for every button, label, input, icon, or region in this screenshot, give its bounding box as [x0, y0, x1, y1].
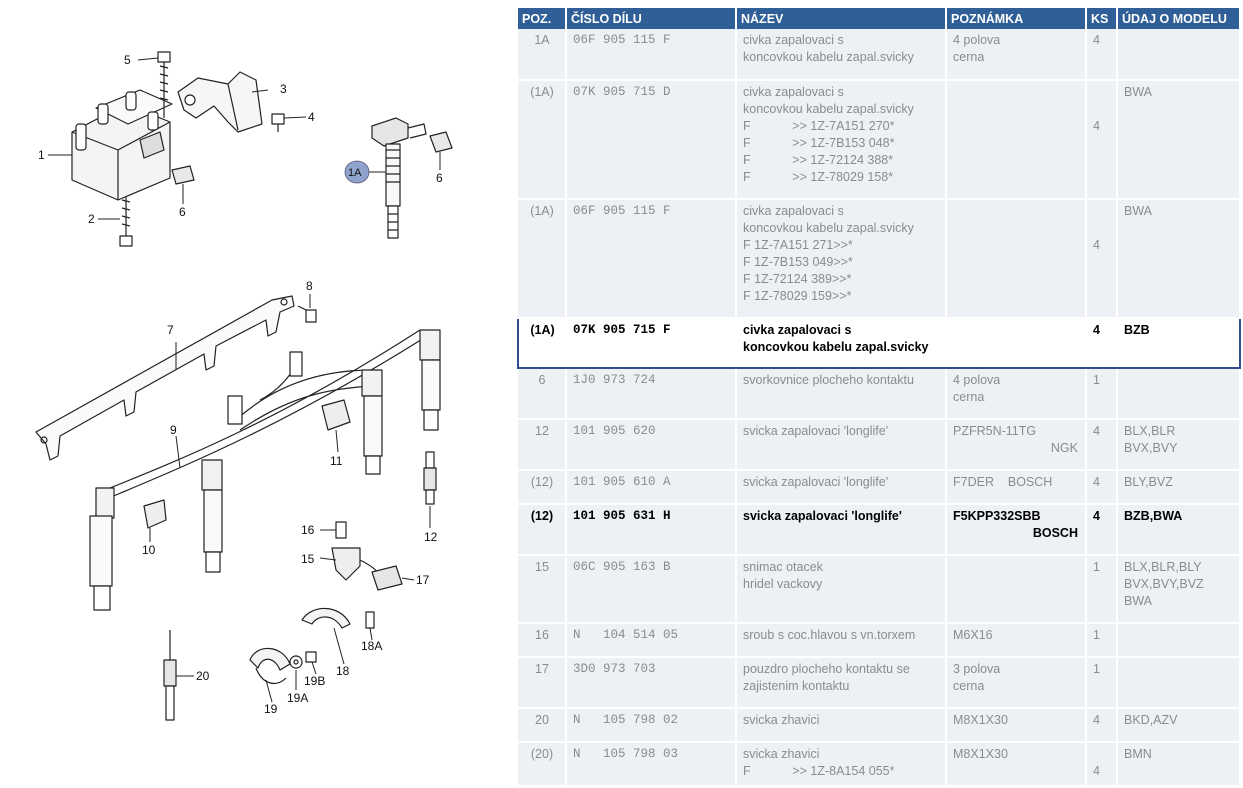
- cell-cislo-dilu: [566, 199, 736, 318]
- header-ks[interactable]: KS: [1086, 8, 1117, 29]
- part-number: 1J0 973 724: [573, 373, 656, 387]
- position-number: (1A): [530, 323, 555, 337]
- callout-11: 11: [330, 454, 343, 468]
- cell-cislo-dilu: [566, 470, 736, 504]
- part-number: 06C 905 163 B: [573, 560, 671, 574]
- cell-ks: [1086, 657, 1117, 708]
- table-row[interactable]: [518, 555, 1240, 623]
- cell-cislo-dilu: [566, 80, 736, 199]
- clamp-18: [302, 608, 374, 628]
- position-number: (12): [530, 475, 554, 489]
- note-line: 4 polova: [953, 373, 1001, 387]
- quantity: 4: [1093, 33, 1100, 47]
- quantity: 4: [1093, 764, 1100, 778]
- cell-udaj-o-modelu: [1117, 199, 1240, 318]
- callout-18: 18: [336, 664, 350, 678]
- part-name-line: svicka zhavici: [743, 747, 820, 761]
- cell-poznamka: [946, 368, 1086, 419]
- callout-3: 3: [280, 82, 287, 96]
- header-poznamka[interactable]: POZNÁMKA: [946, 8, 1086, 29]
- part-number: 06F 905 115 F: [573, 33, 671, 47]
- cell-ks: [1086, 29, 1117, 80]
- part-name-line: F 1Z-7A151 271>>*: [743, 238, 853, 252]
- position-number: (1A): [530, 204, 554, 218]
- note-line: F5KPP332SBB: [953, 509, 1041, 523]
- cell-ks: [1086, 742, 1117, 786]
- cell-cislo-dilu: [566, 29, 736, 80]
- part-name-line: svicka zapalovaci 'longlife': [743, 475, 889, 489]
- exploded-view-drawing: [0, 0, 515, 788]
- table-row[interactable]: [518, 623, 1240, 657]
- cell-cislo-dilu: [566, 708, 736, 742]
- position-number: 15: [535, 560, 549, 574]
- cell-poznamka: [946, 623, 1086, 657]
- cell-ks: [1086, 470, 1117, 504]
- position-number: (20): [530, 747, 554, 761]
- cell-poznamka: [946, 199, 1086, 318]
- note-line: F7DER BOSCH: [953, 475, 1053, 489]
- cell-udaj-o-modelu: [1117, 555, 1240, 623]
- callout-6-right: 6: [436, 171, 443, 185]
- position-number: (1A): [530, 85, 554, 99]
- callout-16: 16: [301, 523, 315, 537]
- position-number: (12): [530, 509, 554, 523]
- cell-cislo-dilu: [566, 555, 736, 623]
- part-number: 07K 905 715 F: [573, 323, 671, 337]
- cell-nazev: [736, 504, 946, 555]
- holder-10: [144, 500, 166, 528]
- cell-cislo-dilu: [566, 504, 736, 555]
- cell-poznamka: [946, 80, 1086, 199]
- model-code-line: BZB,BWA: [1124, 509, 1183, 523]
- callout-4: 4: [308, 110, 315, 124]
- header-poz[interactable]: POZ.: [518, 8, 566, 29]
- model-code-line: BLY,BVZ: [1124, 475, 1173, 489]
- part-name-line: svicka zhavici: [743, 713, 820, 727]
- part-name-line: pouzdro plocheho kontaktu se: [743, 662, 910, 676]
- part-number: 06F 905 115 F: [573, 204, 671, 218]
- callout-5: 5: [124, 53, 131, 67]
- bracket-3: [178, 72, 262, 132]
- callout-15: 15: [301, 552, 315, 566]
- part-name-line: snimac otacek: [743, 560, 823, 574]
- model-code-line: BWA: [1124, 594, 1153, 608]
- note-brand: BOSCH: [1032, 526, 1078, 540]
- quantity: 4: [1093, 238, 1100, 252]
- cell-poznamka: [946, 504, 1086, 555]
- cell-nazev: [736, 199, 946, 318]
- part-name-line: koncovkou kabelu zapal.svicky: [743, 102, 914, 116]
- callout-12: 12: [424, 530, 438, 544]
- callout-20: 20: [196, 669, 210, 683]
- table-row[interactable]: [518, 419, 1240, 470]
- quantity: 4: [1093, 509, 1100, 523]
- part-name-line: F >> 1Z-7A151 270*: [743, 119, 895, 133]
- connector-6-left: [172, 166, 194, 184]
- cell-udaj-o-modelu: [1117, 470, 1240, 504]
- cell-udaj-o-modelu: [1117, 742, 1240, 786]
- callout-1A: 1A: [348, 167, 362, 179]
- cell-nazev: [736, 368, 946, 419]
- cell-cislo-dilu: [566, 742, 736, 786]
- quantity: 4: [1093, 713, 1100, 727]
- note-line: cerna: [953, 679, 985, 693]
- callout-2: 2: [88, 212, 95, 226]
- parts-diagram: [0, 0, 515, 788]
- pencil-coil-1A: [372, 118, 426, 238]
- model-code-line: BMN: [1124, 747, 1152, 761]
- header-udaj-o-modelu[interactable]: ÚDAJ O MODELU: [1117, 8, 1240, 29]
- cell-poz: [518, 708, 566, 742]
- part-name-line: civka zapalovaci s: [743, 85, 844, 99]
- note-line: 3 polova: [953, 662, 1001, 676]
- part-name-line: F >> 1Z-8A154 055*: [743, 764, 895, 778]
- cell-nazev: [736, 742, 946, 786]
- cell-nazev: [736, 623, 946, 657]
- cell-nazev: [736, 29, 946, 80]
- callout-6-left: 6: [179, 205, 186, 219]
- cell-udaj-o-modelu: [1117, 504, 1240, 555]
- callout-8: 8: [306, 279, 313, 293]
- quantity: 1: [1093, 560, 1100, 574]
- cell-poz: [518, 470, 566, 504]
- quantity: 4: [1093, 475, 1100, 489]
- parts-table: [517, 8, 1241, 787]
- callout-1: 1: [38, 148, 45, 162]
- cell-nazev: [736, 708, 946, 742]
- cell-nazev: [736, 80, 946, 199]
- part-name-line: sroub s coc.hlavou s vn.torxem: [743, 628, 916, 642]
- cell-nazev: [736, 318, 946, 368]
- quantity: 4: [1093, 119, 1100, 133]
- part-number: N 105 798 03: [573, 747, 679, 761]
- cell-nazev: [736, 555, 946, 623]
- table-row[interactable]: [518, 504, 1240, 555]
- part-name-line: F 1Z-7B153 049>>*: [743, 255, 853, 269]
- table-body: [518, 29, 1240, 786]
- gasket-7: [36, 296, 294, 460]
- note-brand: NGK: [1050, 441, 1078, 455]
- position-number: 17: [535, 662, 549, 676]
- cell-ks: [1086, 555, 1117, 623]
- part-name-line: svorkovnice plocheho kontaktu: [743, 373, 914, 387]
- table-row[interactable]: [518, 657, 1240, 708]
- cell-nazev: [736, 470, 946, 504]
- cell-cislo-dilu: [566, 368, 736, 419]
- table-row[interactable]: [518, 470, 1240, 504]
- cell-ks: [1086, 504, 1117, 555]
- cell-nazev: [736, 657, 946, 708]
- quantity: 1: [1093, 662, 1100, 676]
- table-row-selected[interactable]: [518, 318, 1240, 368]
- cell-poznamka: [946, 318, 1086, 368]
- note-line: M8X1X30: [953, 713, 1008, 727]
- holder-11: [322, 400, 350, 430]
- cell-cislo-dilu: [566, 657, 736, 708]
- table-row[interactable]: [518, 742, 1240, 786]
- connector-6-right: [430, 132, 452, 152]
- part-number: 101 905 631 H: [573, 509, 671, 523]
- cell-poznamka: [946, 470, 1086, 504]
- cell-ks: [1086, 80, 1117, 199]
- callout-19B: 19B: [304, 674, 326, 688]
- cell-udaj-o-modelu: [1117, 368, 1240, 419]
- cell-udaj-o-modelu: [1117, 623, 1240, 657]
- callout-19: 19: [264, 702, 278, 716]
- cell-ks: [1086, 318, 1117, 368]
- note-line: cerna: [953, 390, 985, 404]
- cell-nazev: [736, 419, 946, 470]
- cell-cislo-dilu: [566, 623, 736, 657]
- part-name-line: svicka zapalovaci 'longlife': [743, 509, 902, 523]
- cell-udaj-o-modelu: [1117, 708, 1240, 742]
- cell-poznamka: [946, 742, 1086, 786]
- cell-poz: [518, 29, 566, 80]
- cell-poznamka: [946, 708, 1086, 742]
- quantity: 1: [1093, 373, 1100, 387]
- quantity: 1: [1093, 628, 1100, 642]
- cell-poz: [518, 742, 566, 786]
- quantity: 4: [1093, 424, 1100, 438]
- model-code-line: BWA: [1124, 85, 1153, 99]
- table-header-row: [518, 8, 1240, 29]
- cell-poz: [518, 419, 566, 470]
- note-line: PZFR5N-11TG: [953, 424, 1037, 438]
- model-code-line: BKD,AZV: [1124, 713, 1178, 727]
- cell-poz: [518, 368, 566, 419]
- cell-poznamka: [946, 555, 1086, 623]
- cell-ks: [1086, 199, 1117, 318]
- bolt-2: [120, 196, 132, 246]
- glow-plug-20: [164, 630, 176, 720]
- table-row[interactable]: [518, 80, 1240, 199]
- cell-ks: [1086, 368, 1117, 419]
- note-line: M8X1X30: [953, 747, 1008, 761]
- cell-udaj-o-modelu: [1117, 318, 1240, 368]
- table-row[interactable]: [518, 199, 1240, 318]
- quantity: 4: [1093, 323, 1100, 337]
- part-name-line: koncovkou kabelu zapal.svicky: [743, 340, 929, 354]
- cell-poz: [518, 80, 566, 199]
- part-name-line: hridel vackovy: [743, 577, 823, 591]
- cell-udaj-o-modelu: [1117, 657, 1240, 708]
- cell-ks: [1086, 419, 1117, 470]
- cell-poz: [518, 504, 566, 555]
- part-name-line: svicka zapalovaci 'longlife': [743, 424, 889, 438]
- cam-sensor-15: [332, 522, 402, 590]
- position-number: 20: [535, 713, 549, 727]
- callout-9: 9: [170, 423, 177, 437]
- cell-udaj-o-modelu: [1117, 80, 1240, 199]
- part-number: N 105 798 02: [573, 713, 679, 727]
- part-name-line: koncovkou kabelu zapal.svicky: [743, 50, 914, 64]
- part-number: 101 905 610 A: [573, 475, 671, 489]
- part-name-line: F >> 1Z-7B153 048*: [743, 136, 895, 150]
- part-number: 3D0 973 703: [573, 662, 656, 676]
- callout-17: 17: [416, 573, 430, 587]
- cell-ks: [1086, 623, 1117, 657]
- cell-poz: [518, 555, 566, 623]
- note-line: 4 polova: [953, 33, 1001, 47]
- table-row[interactable]: [518, 368, 1240, 419]
- model-code-line: BZB: [1124, 323, 1150, 337]
- cell-poz: [518, 623, 566, 657]
- cell-poz: [518, 199, 566, 318]
- cell-udaj-o-modelu: [1117, 419, 1240, 470]
- part-name-line: F 1Z-72124 389>>*: [743, 272, 852, 286]
- part-name-line: koncovkou kabelu zapal.svicky: [743, 221, 914, 235]
- position-number: 1A: [534, 33, 550, 47]
- part-number: N 104 514 05: [573, 628, 679, 642]
- header-nazev[interactable]: NÁZEV: [736, 8, 946, 29]
- part-name-line: F >> 1Z-72124 388*: [743, 153, 894, 167]
- model-code-line: BLX,BLR: [1124, 424, 1176, 438]
- position-number: 16: [535, 628, 549, 642]
- header-cislo-dilu[interactable]: ČÍSLO DÍLU: [566, 8, 736, 29]
- ignition-coil-block: [72, 90, 172, 200]
- position-number: 6: [538, 373, 546, 387]
- position-number: 12: [535, 424, 549, 438]
- note-line: M6X16: [953, 628, 993, 642]
- part-name-line: zajistenim kontaktu: [743, 679, 850, 693]
- model-code-line: BLX,BLR,BLY: [1124, 560, 1202, 574]
- callout-19A: 19A: [287, 691, 309, 705]
- callout-7: 7: [167, 323, 174, 337]
- table-row[interactable]: [518, 29, 1240, 80]
- cell-poznamka: [946, 419, 1086, 470]
- screw-8: [298, 306, 316, 322]
- part-name-line: civka zapalovaci s: [743, 204, 844, 218]
- cell-poznamka: [946, 657, 1086, 708]
- spark-plug-12: [424, 452, 436, 504]
- part-number: 07K 905 715 D: [573, 85, 671, 99]
- bolt-4: [272, 114, 284, 132]
- part-name-line: F >> 1Z-78029 158*: [743, 170, 894, 184]
- cell-udaj-o-modelu: [1117, 29, 1240, 80]
- cell-cislo-dilu: [566, 419, 736, 470]
- table-row[interactable]: [518, 708, 1240, 742]
- note-line: cerna: [953, 50, 985, 64]
- model-code-line: BWA: [1124, 204, 1153, 218]
- model-code-line: BVX,BVY: [1124, 441, 1178, 455]
- model-code-line: BVX,BVY,BVZ: [1124, 577, 1204, 591]
- cell-poznamka: [946, 29, 1086, 80]
- part-name-line: F 1Z-78029 159>>*: [743, 289, 852, 303]
- callout-18A: 18A: [361, 639, 383, 653]
- part-name-line: civka zapalovaci s: [743, 323, 852, 337]
- cell-cislo-dilu: [566, 318, 736, 368]
- cell-ks: [1086, 708, 1117, 742]
- cell-poz: [518, 318, 566, 368]
- part-name-line: civka zapalovaci s: [743, 33, 844, 47]
- callout-10: 10: [142, 543, 156, 557]
- cell-poz: [518, 657, 566, 708]
- part-number: 101 905 620: [573, 424, 656, 438]
